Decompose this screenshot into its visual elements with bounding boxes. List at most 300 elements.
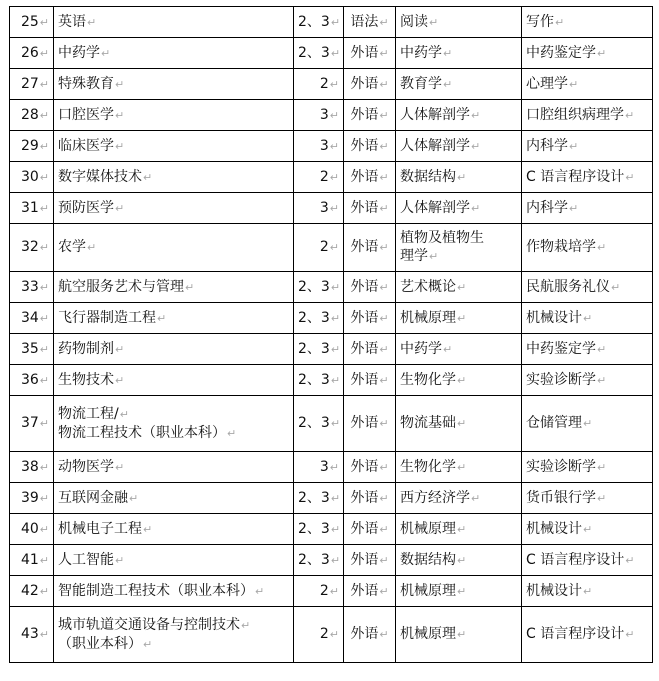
major-cell [54,365,294,396]
subject2-cell [396,396,522,452]
subject2-name: 物流基础 [400,415,456,431]
major-name: 航空服务艺术与管理 [58,278,184,295]
paragraph-mark-icon: ↵ [39,15,49,29]
table-row [10,365,653,396]
grade-value: 3 [319,199,329,216]
subject1-name: 外语 [350,626,379,642]
subject3-name: 心理学 [526,75,568,92]
row-number: 28 [20,106,39,123]
major-cell [54,272,294,303]
major-name: 城市轨道交通设备与控制技术 [58,616,240,633]
subject1-cell [344,193,396,224]
table-row [10,576,653,607]
paragraph-mark-icon: ↵ [457,280,467,294]
subject1-name: 外语 [350,458,379,475]
major-cell [54,162,294,193]
subject1-cell [344,545,396,576]
grade-value: 3 [319,106,329,123]
subject1-name: 外语 [350,489,379,506]
paragraph-mark-icon: ↵ [329,628,339,641]
paragraph-mark-icon: ↵ [379,522,389,536]
paragraph-mark-icon: ↵ [625,628,635,641]
subject2-line [400,414,517,433]
paragraph-mark-icon: ↵ [39,108,49,122]
major-name: 数字媒体技术 [58,168,142,185]
paragraph-mark-icon: ↵ [39,46,49,60]
table-row [10,545,653,576]
paragraph-mark-icon: ↵ [39,311,49,325]
major-line [58,635,289,654]
major-cell [54,38,294,69]
grade-cell [294,334,344,365]
grade-cell [294,303,344,334]
subject2-name: 教育学 [400,75,442,92]
subject1-name: 外语 [350,168,379,185]
row-number: 40 [20,520,39,537]
paragraph-mark-icon: ↵ [457,584,467,598]
row-number: 43 [20,626,39,642]
table-row [10,224,653,272]
subject1-name: 外语 [350,278,379,295]
paragraph-mark-icon: ↵ [39,241,49,254]
major-line [58,371,289,390]
subject3-cell [522,131,653,162]
subject1-cell [344,272,396,303]
subject2-cell [396,162,522,193]
subject1-name: 外语 [350,415,379,431]
subject3-name: C 语言程序设计 [526,626,625,642]
subject1-name: 外语 [350,582,379,599]
subject1-name: 外语 [350,75,379,92]
row-number: 25 [20,13,39,30]
major-cell [54,576,294,607]
row-number-cell [10,396,54,452]
subject3-cell [522,334,653,365]
major-cell [54,334,294,365]
paragraph-mark-icon: ↵ [471,491,481,505]
paragraph-mark-icon: ↵ [597,373,607,387]
row-number-cell [10,576,54,607]
row-number: 27 [20,75,39,92]
row-number: 32 [20,239,39,255]
subject2-name: 西方经济学 [400,489,470,506]
major-line [58,278,289,297]
paragraph-mark-icon: ↵ [457,373,467,387]
paragraph-mark-icon: ↵ [119,407,129,421]
subject3-cell [522,303,653,334]
paragraph-mark-icon: ↵ [597,491,607,505]
subject2-cell [396,100,522,131]
grade-cell [294,193,344,224]
major-name: 农学 [58,239,86,255]
subject3-cell [522,193,653,224]
paragraph-mark-icon: ↵ [379,139,389,153]
grade-value: 2、3 [298,489,330,506]
subject3-name: 实验诊断学 [526,458,596,475]
subject2-cell [396,131,522,162]
subject3-cell [522,38,653,69]
subject3-name: 内科学 [526,137,568,154]
subject1-name: 外语 [350,309,379,326]
subject3-cell [522,514,653,545]
subject2-name: 中药学 [400,340,442,357]
paragraph-mark-icon: ↵ [471,139,481,153]
row-number-cell [10,131,54,162]
major-line [58,424,289,443]
subject2-name: 中药学 [400,44,442,61]
subject2-line [400,309,517,328]
paragraph-mark-icon: ↵ [329,170,339,184]
paragraph-mark-icon: ↵ [471,201,481,215]
table-row [10,334,653,365]
paragraph-mark-icon: ↵ [583,311,593,325]
major-cell [54,224,294,272]
paragraph-mark-icon: ↵ [330,280,341,294]
paragraph-mark-icon: ↵ [329,77,339,91]
paragraph-mark-icon: ↵ [39,417,49,430]
subject2-line [400,13,517,32]
subject2-name: 植物及植物生 [400,230,484,246]
subject2-line [400,340,517,359]
table-row [10,396,653,452]
paragraph-mark-icon: ↵ [39,522,49,536]
subject3-name: C 语言程序设计 [526,168,625,185]
paragraph-mark-icon: ↵ [379,201,389,215]
paragraph-mark-icon: ↵ [379,342,389,356]
subject3-name: 写作 [526,13,554,30]
row-number-cell [10,272,54,303]
paragraph-mark-icon: ↵ [39,491,49,505]
row-number: 30 [20,168,39,185]
paragraph-mark-icon: ↵ [115,108,125,122]
subject1-cell [344,38,396,69]
major-cell [54,396,294,452]
grade-cell [294,38,344,69]
grade-cell [294,69,344,100]
paragraph-mark-icon: ↵ [379,46,389,60]
table-row [10,452,653,483]
subject2-cell [396,224,522,272]
paragraph-mark-icon: ↵ [379,77,389,91]
subject1-name: 外语 [350,520,379,537]
subject2-cell [396,272,522,303]
row-number-cell [10,483,54,514]
subject3-cell [522,576,653,607]
subject3-cell [522,69,653,100]
major-name: 药物制剂 [58,340,114,357]
subject3-cell [522,607,653,663]
paragraph-mark-icon: ↵ [39,373,49,387]
paragraph-mark-icon: ↵ [443,46,453,60]
paragraph-mark-icon: ↵ [329,139,339,153]
subject3-name: 内科学 [526,199,568,216]
major-name: 英语 [58,13,86,30]
subject1-cell [344,576,396,607]
subject1-cell [344,514,396,545]
major-line [58,582,289,601]
subject3-cell [522,452,653,483]
table-row [10,272,653,303]
grade-cell [294,100,344,131]
subject2-cell [396,483,522,514]
paragraph-mark-icon: ↵ [569,77,579,91]
paragraph-mark-icon: ↵ [143,170,153,184]
paragraph-mark-icon: ↵ [115,77,125,91]
major-line [58,75,289,94]
paragraph-mark-icon: ↵ [330,311,341,325]
subject1-cell [344,396,396,452]
paragraph-mark-icon: ↵ [39,201,49,215]
major-name: 智能制造工程技术（职业本科） [58,582,254,599]
paragraph-mark-icon: ↵ [379,491,389,505]
subject2-line [400,247,517,266]
major-name: 特殊教育 [58,75,114,92]
subject3-cell [522,100,653,131]
major-cell [54,69,294,100]
grade-value: 2 [319,626,329,642]
table-row [10,38,653,69]
major-line [58,458,289,477]
paragraph-mark-icon: ↵ [379,241,389,254]
paragraph-mark-icon: ↵ [329,460,339,474]
subject2-cell [396,38,522,69]
subject2-name: 艺术概论 [400,278,456,295]
major-name: （职业本科） [58,635,142,652]
subject2-cell [396,365,522,396]
table-row [10,514,653,545]
subject2-name: 数据结构 [400,168,456,185]
grade-cell [294,576,344,607]
subject2-cell [396,69,522,100]
paragraph-mark-icon: ↵ [379,460,389,474]
row-number: 39 [20,489,39,506]
table-row [10,607,653,663]
major-cell [54,607,294,663]
paragraph-mark-icon: ↵ [330,522,341,536]
subject1-name: 语法 [350,13,379,30]
subject2-line [400,551,517,570]
paragraph-mark-icon: ↵ [379,280,389,294]
paragraph-mark-icon: ↵ [457,170,467,184]
paragraph-mark-icon: ↵ [329,201,339,215]
subject1-cell [344,224,396,272]
grade-value: 2、3 [298,44,330,61]
major-line [58,489,289,508]
subject3-name: 口腔组织病理学 [526,106,624,123]
paragraph-mark-icon: ↵ [39,460,49,474]
paragraph-mark-icon: ↵ [457,522,467,536]
subject2-cell [396,193,522,224]
paragraph-mark-icon: ↵ [379,417,389,430]
grade-cell [294,7,344,38]
subject2-line [400,625,517,644]
paragraph-mark-icon: ↵ [555,15,565,29]
subject2-line [400,371,517,390]
major-cell [54,545,294,576]
row-number-cell [10,452,54,483]
row-number-cell [10,514,54,545]
grade-value: 2 [319,75,329,92]
major-name: 生物技术 [58,371,114,388]
subject2-cell [396,514,522,545]
paragraph-mark-icon: ↵ [625,108,635,122]
subject1-cell [344,131,396,162]
paragraph-mark-icon: ↵ [227,426,237,440]
row-number: 35 [20,340,39,357]
subject3-cell [522,224,653,272]
row-number: 29 [20,137,39,154]
grade-cell [294,483,344,514]
major-name: 口腔医学 [58,106,114,123]
table-row [10,100,653,131]
grade-cell [294,514,344,545]
subject2-line [400,458,517,477]
paragraph-mark-icon: ↵ [429,250,439,263]
grade-cell [294,607,344,663]
major-line [58,405,289,424]
subject3-name: 货币银行学 [526,489,596,506]
major-line [58,309,289,328]
row-number: 31 [20,199,39,216]
paragraph-mark-icon: ↵ [625,553,635,567]
subject3-name: 仓储管理 [526,415,582,431]
paragraph-mark-icon: ↵ [597,46,607,60]
major-line [58,137,289,156]
grade-value: 2、3 [298,278,330,295]
paragraph-mark-icon: ↵ [101,46,111,60]
paragraph-mark-icon: ↵ [379,553,389,567]
subject1-name: 外语 [350,199,379,216]
subject3-cell [522,7,653,38]
grade-value: 3 [319,458,329,475]
paragraph-mark-icon: ↵ [457,553,467,567]
grade-value: 2、3 [298,340,330,357]
row-number-cell [10,607,54,663]
subject2-name: 理学 [400,248,428,264]
subject3-name: 民航服务礼仪 [526,278,610,295]
subject3-cell [522,396,653,452]
grade-value: 2、3 [298,415,330,431]
subject3-name: C 语言程序设计 [526,551,625,568]
major-name: 物流工程/ [58,405,119,422]
paragraph-mark-icon: ↵ [583,522,593,536]
row-number-cell [10,303,54,334]
paragraph-mark-icon: ↵ [457,628,467,641]
subject1-cell [344,334,396,365]
grade-value: 2 [319,582,329,599]
paragraph-mark-icon: ↵ [583,417,593,430]
grade-cell [294,365,344,396]
subject2-line [400,229,517,247]
paragraph-mark-icon: ↵ [611,280,621,294]
paragraph-mark-icon: ↵ [330,46,341,60]
row-number: 38 [20,458,39,475]
paragraph-mark-icon: ↵ [597,241,607,254]
major-name: 互联网金融 [58,489,128,506]
paragraph-mark-icon: ↵ [39,628,49,641]
table-row [10,131,653,162]
major-line [58,106,289,125]
row-number: 42 [20,582,39,599]
grade-cell [294,396,344,452]
subject1-name: 外语 [350,239,379,255]
major-line [58,168,289,187]
paragraph-mark-icon: ↵ [457,460,467,474]
table-row [10,69,653,100]
row-number: 37 [20,415,39,431]
major-name: 机械电子工程 [58,520,142,537]
paragraph-mark-icon: ↵ [330,553,341,567]
subject1-cell [344,100,396,131]
row-number: 33 [20,278,39,295]
major-cell [54,452,294,483]
subject2-name: 机械原理 [400,582,456,599]
grade-value: 2、3 [298,13,330,30]
grade-cell [294,131,344,162]
subject2-line [400,106,517,125]
major-name: 人工智能 [58,551,114,568]
paragraph-mark-icon: ↵ [597,342,607,356]
major-cell [54,514,294,545]
subject3-name: 中药鉴定学 [526,44,596,61]
subject1-cell [344,7,396,38]
paragraph-mark-icon: ↵ [379,628,389,641]
subject2-name: 人体解剖学 [400,137,470,154]
subject2-cell [396,607,522,663]
subject2-name: 生物化学 [400,371,456,388]
paragraph-mark-icon: ↵ [115,373,125,387]
paragraph-mark-icon: ↵ [379,15,389,29]
table-body [10,7,653,663]
subject2-cell [396,576,522,607]
subject3-cell [522,483,653,514]
paragraph-mark-icon: ↵ [255,584,265,598]
row-number-cell [10,193,54,224]
grade-value: 3 [319,137,329,154]
subject2-line [400,520,517,539]
row-number-cell [10,162,54,193]
table-row [10,303,653,334]
paragraph-mark-icon: ↵ [115,553,125,567]
row-number: 26 [20,44,39,61]
paragraph-mark-icon: ↵ [443,342,453,356]
subject1-cell [344,69,396,100]
paragraph-mark-icon: ↵ [241,618,251,632]
subject3-name: 机械设计 [526,520,582,537]
paragraph-mark-icon: ↵ [115,460,125,474]
paragraph-mark-icon: ↵ [157,311,167,325]
table-row [10,162,653,193]
subject-table [9,6,653,663]
major-cell [54,7,294,38]
subject1-name: 外语 [350,340,379,357]
paragraph-mark-icon: ↵ [39,553,49,567]
paragraph-mark-icon: ↵ [597,460,607,474]
subject2-cell [396,545,522,576]
subject2-name: 机械原理 [400,309,456,326]
major-line [58,520,289,539]
paragraph-mark-icon: ↵ [457,311,467,325]
paragraph-mark-icon: ↵ [39,342,49,356]
major-name: 临床医学 [58,137,114,154]
paragraph-mark-icon: ↵ [329,584,339,598]
subject1-name: 外语 [350,371,379,388]
major-cell [54,193,294,224]
paragraph-mark-icon: ↵ [143,637,153,651]
subject1-cell [344,162,396,193]
paragraph-mark-icon: ↵ [379,584,389,598]
major-cell [54,303,294,334]
